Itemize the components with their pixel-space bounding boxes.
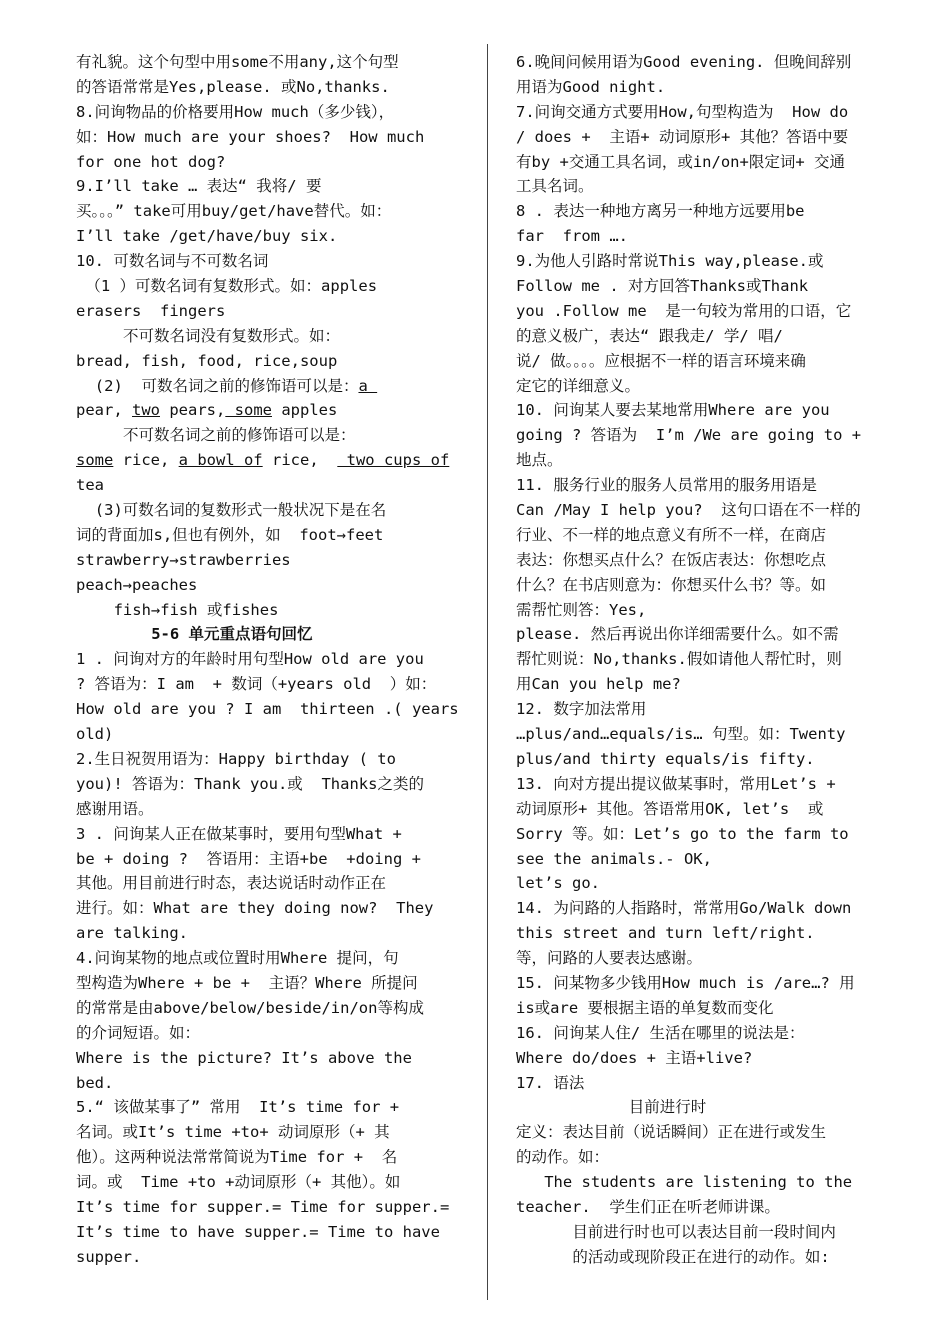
text-segment: Where do/does + 主语+live? <box>516 1048 753 1067</box>
right-column <box>516 50 904 1270</box>
text-line <box>76 1120 472 1145</box>
text-segment: fish→fish 或fishes <box>113 600 279 619</box>
underlined-text: two cups of <box>337 451 450 470</box>
text-segment: 用Can you help me? <box>516 675 681 694</box>
text-segment: pears, <box>160 401 226 420</box>
text-segment: 10. 可数名词与不可数名词 <box>76 252 269 271</box>
text-segment: bed. <box>76 1073 114 1092</box>
text-segment: 目前进行时也可以表达目前一段时间内 <box>572 1222 836 1241</box>
text-segment: is或are 要根据主语的单复数而变化 <box>516 998 774 1017</box>
text-segment: 14. 为问路的人指路时，常常用Go/Walk down <box>516 899 852 918</box>
text-segment: 行业、不一样的地点意义有所不一样，在商店 <box>516 525 827 544</box>
text-segment: 1 . 问询对方的年龄时用句型How old are you <box>76 650 424 669</box>
text-line <box>76 1220 472 1245</box>
text-segment: 词的背面加s,但也有例外，如 foot→feet <box>76 525 384 544</box>
text-line <box>76 1021 472 1046</box>
text-line <box>516 498 904 523</box>
text-line <box>516 473 904 498</box>
text-line <box>76 349 472 374</box>
text-segment: 需帮忙则答：Yes, <box>516 600 647 619</box>
text-line <box>76 548 472 573</box>
text-line <box>76 1145 472 1170</box>
text-line <box>516 150 904 175</box>
text-line <box>76 100 472 125</box>
text-line <box>76 772 472 797</box>
text-line <box>516 1120 904 1145</box>
text-line <box>76 498 472 523</box>
section-heading <box>76 622 472 647</box>
text-line <box>516 797 904 822</box>
text-line <box>76 423 472 448</box>
text-line <box>516 224 904 249</box>
text-segment: (3)可数名词的复数形式一般状况下是在名 <box>94 501 387 520</box>
text-segment: rice, <box>113 451 179 470</box>
left-column <box>76 50 472 1270</box>
text-segment: supper. <box>76 1247 142 1266</box>
text-line <box>76 747 472 772</box>
text-segment: peach→peaches <box>76 575 198 594</box>
text-line <box>76 324 472 349</box>
text-line <box>76 896 472 921</box>
text-segment: apples <box>272 401 338 420</box>
underlined-text: a <box>358 376 378 395</box>
text-segment: you)! 答语为：Thank you.或 Thanks之类的 <box>76 774 424 793</box>
text-segment: erasers fingers <box>76 301 226 320</box>
text-segment: 词。或 Time +to +动词原形（+ 其他）。如 <box>76 1173 401 1192</box>
text-line <box>516 573 904 598</box>
text-segment: 说/ 做。。。。应根据不一样的语言环境来确 <box>516 351 806 370</box>
text-segment: 5.“ 该做某事了” 常用 It’s time for + <box>76 1098 400 1117</box>
text-line <box>76 150 472 175</box>
text-segment: you .Follow me 是一句较为常用的口语，它 <box>516 301 852 320</box>
text-segment: 不可数名词之前的修饰语可以是： <box>123 426 356 445</box>
text-segment: strawberry→strawberries <box>76 550 291 569</box>
text-line <box>516 299 904 324</box>
text-segment: please. 然后再说出你详细需要什么。如不需 <box>516 625 839 644</box>
text-segment: going ? 答语为 I’m /We are going to + <box>516 426 862 445</box>
text-line <box>516 374 904 399</box>
text-line <box>76 996 472 1021</box>
text-line <box>516 548 904 573</box>
text-line <box>76 647 472 672</box>
text-line <box>516 100 904 125</box>
text-line <box>516 1195 904 1220</box>
text-segment: 用语为Good night. <box>516 77 666 96</box>
text-line <box>516 747 904 772</box>
text-segment: 定它的详细意义。 <box>516 376 641 395</box>
text-segment: 13. 向对方提出提议做某事时，常用Let’s + <box>516 774 836 793</box>
text-segment: ? 答语为：I am + 数词（+years old ）如： <box>76 675 437 694</box>
text-line <box>516 971 904 996</box>
text-line <box>76 1245 472 1270</box>
text-line <box>76 374 472 399</box>
text-segment: this street and turn left/right. <box>516 924 815 943</box>
text-segment: tea <box>76 476 104 495</box>
text-segment: 买。。。” take可用buy/get/have替代。如： <box>76 202 392 221</box>
text-line <box>516 697 904 722</box>
text-line <box>516 50 904 75</box>
text-segment: 感谢用语。 <box>76 799 154 818</box>
text-segment: (2) 可数名词之前的修饰语可以是： <box>94 376 359 395</box>
text-segment: 什么？在书店则意为：你想买什么书？等。如 <box>516 575 827 594</box>
text-segment: 8.问询物品的价格要用How much（多少钱）， <box>76 102 395 121</box>
text-line <box>516 349 904 374</box>
text-segment: bread, fish, food, rice,soup <box>76 351 338 370</box>
underlined-text: a bowl of <box>178 451 263 470</box>
text-segment: 2.生日祝贺用语为：Happy birthday ( to <box>76 749 396 768</box>
text-segment: far from …. <box>516 227 628 246</box>
text-segment: 12. 数字加法常用 <box>516 700 647 719</box>
text-line <box>516 1145 904 1170</box>
text-line <box>516 125 904 150</box>
text-segment: It’s time to have supper.= Time to have <box>76 1222 440 1241</box>
text-line <box>516 75 904 100</box>
text-line <box>76 473 472 498</box>
text-line <box>76 523 472 548</box>
underlined-text: two <box>132 401 160 420</box>
text-line <box>516 946 904 971</box>
text-line <box>76 598 472 623</box>
text-line <box>76 125 472 150</box>
text-line <box>76 174 472 199</box>
text-segment: be + doing ? 答语用：主语+be +doing + <box>76 849 421 868</box>
text-line <box>76 672 472 697</box>
text-segment: 3 . 问询某人正在做某事时，要用句型What + <box>76 824 402 843</box>
text-segment: Follow me . 对方回答Thanks或Thank <box>516 277 809 296</box>
text-line <box>76 249 472 274</box>
text-segment: 动词原形+ 其他。答语常用OK, let’s 或 <box>516 799 824 818</box>
text-line <box>76 697 472 722</box>
text-segment: 等，问路的人要表达感谢。 <box>516 949 703 968</box>
text-line <box>516 822 904 847</box>
underlined-text: some <box>76 451 114 470</box>
text-line <box>516 274 904 299</box>
text-segment: pear, <box>76 401 132 420</box>
text-segment: 名词。或It’s time +to+ 动词原形（+ 其 <box>76 1123 390 1142</box>
text-segment: are talking. <box>76 924 188 943</box>
text-line <box>516 896 904 921</box>
text-segment: Where is the picture? It’s above the <box>76 1048 412 1067</box>
text-segment: 如：How much are your shoes? How much <box>76 127 425 146</box>
text-line <box>516 1021 904 1046</box>
column-divider <box>487 44 488 1300</box>
text-line <box>76 398 472 423</box>
text-line <box>516 324 904 349</box>
text-line <box>76 199 472 224</box>
text-line <box>516 921 904 946</box>
text-segment: 17. 语法 <box>516 1073 585 1092</box>
text-segment: 的动作。如： <box>516 1148 610 1167</box>
text-line <box>76 822 472 847</box>
text-segment: 表达：你想买点什么？在饭店表达：你想吃点 <box>516 550 827 569</box>
text-segment: see the animals.- OK, <box>516 849 712 868</box>
text-line <box>516 871 904 896</box>
text-segment: let’s go. <box>516 874 600 893</box>
text-segment: 的意义极广，表达“ 跟我走/ 学/ 唱/ <box>516 326 783 345</box>
text-line <box>516 847 904 872</box>
text-segment: 进行。如：What are they doing now? They <box>76 899 434 918</box>
underlined-text: some <box>225 401 272 420</box>
text-segment: 10. 问询某人要去某地常用Where are you <box>516 401 830 420</box>
text-segment: rice, <box>262 451 338 470</box>
text-line <box>76 971 472 996</box>
text-line <box>516 598 904 623</box>
text-segment: 8 . 表达一种地方离另一种地方远要用be <box>516 202 805 221</box>
text-line <box>516 523 904 548</box>
text-line <box>516 249 904 274</box>
text-segment: teacher. 学生们正在听老师讲课。 <box>516 1197 780 1216</box>
text-line <box>516 448 904 473</box>
text-segment: 地点。 <box>516 451 563 470</box>
text-segment: 有by +交通工具名词，或in/on+限定词+ 交通 <box>516 152 845 171</box>
text-segment: Can /May I help you? 这句口语在不一样的 <box>516 501 861 520</box>
text-segment: The students are listening to the <box>544 1173 853 1192</box>
text-segment: 的答语常常是Yes,please. 或No,thanks. <box>76 77 390 96</box>
text-line <box>516 1071 904 1096</box>
text-line <box>76 75 472 100</box>
text-segment: 的常常是由above/below/beside/in/on等构成 <box>76 998 424 1017</box>
text-line <box>76 946 472 971</box>
text-line <box>76 797 472 822</box>
text-segment: 工具名词。 <box>516 177 594 196</box>
text-line <box>76 224 472 249</box>
text-line <box>76 1046 472 1071</box>
text-segment: 定义：表达目前（说话瞬间）正在进行或发生 <box>516 1123 827 1142</box>
text-line <box>516 1220 904 1245</box>
text-segment: / does + 主语+ 动词原形+ 其他？答语中要 <box>516 127 849 146</box>
text-line <box>76 1195 472 1220</box>
text-line <box>76 921 472 946</box>
text-line <box>76 871 472 896</box>
text-line <box>76 448 472 473</box>
text-segment: 的介词短语。如： <box>76 1023 201 1042</box>
text-segment: 其他。用目前进行时态，表达说话时动作正在 <box>76 874 387 893</box>
text-segment: plus/and thirty equals/is fifty. <box>516 749 815 768</box>
text-line <box>516 174 904 199</box>
text-line <box>516 722 904 747</box>
text-segment: 他）。这两种说法常常简说为Time for + 名 <box>76 1148 398 1167</box>
text-segment: for one hot dog? <box>76 152 226 171</box>
text-segment: old) <box>76 725 114 744</box>
text-line <box>516 199 904 224</box>
text-segment: 帮忙则说：No,thanks.假如请他人帮忙时，则 <box>516 650 842 669</box>
text-segment: Sorry 等。如：Let’s go to the farm to <box>516 824 849 843</box>
text-segment: 4.问询某物的地点或位置时用Where 提问，句 <box>76 949 399 968</box>
text-segment: 的活动或现阶段正在进行的动作。如: <box>572 1247 830 1266</box>
text-segment: （1 ）可数名词有复数形式。如：apples <box>85 277 378 296</box>
text-line <box>516 398 904 423</box>
text-line <box>516 996 904 1021</box>
text-segment: I’ll take /get/have/buy six. <box>76 227 338 246</box>
text-segment: 有礼貌。这个句型中用some不用any,这个句型 <box>76 53 399 71</box>
text-line <box>516 1095 904 1120</box>
text-segment: 不可数名词没有复数形式。如： <box>123 326 341 345</box>
text-line <box>516 1170 904 1195</box>
text-segment: 16. 问询某人住/ 生活在哪里的说法是： <box>516 1023 805 1042</box>
text-line <box>76 274 472 299</box>
text-line <box>516 423 904 448</box>
text-line <box>516 1245 904 1270</box>
text-segment: 9.I’ll take … 表达“ 我将/ 要 <box>76 177 322 196</box>
text-segment: It’s time for supper.= Time for supper.= <box>76 1197 450 1216</box>
text-segment: 7.问询交通方式要用How,句型构造为 How do <box>516 102 849 121</box>
text-line <box>76 50 472 75</box>
text-line <box>76 1170 472 1195</box>
text-line <box>516 1046 904 1071</box>
text-segment: How old are you ? I am thirteen .( years <box>76 700 459 719</box>
text-segment: 5-6 单元重点语句回忆 <box>151 625 313 644</box>
text-segment: 型构造为Where + be + 主语？Where 所提问 <box>76 973 418 992</box>
text-segment: 6.晚间问候用语为Good evening. 但晚间辞别 <box>516 53 852 71</box>
text-line <box>76 299 472 324</box>
text-line <box>76 573 472 598</box>
text-line <box>516 772 904 797</box>
text-line <box>76 847 472 872</box>
text-segment: 15. 问某物多少钱用How much is /are…? 用 <box>516 973 855 992</box>
text-line <box>76 1071 472 1096</box>
text-line <box>516 622 904 647</box>
text-segment: 目前进行时 <box>628 1098 707 1117</box>
text-line <box>76 722 472 747</box>
text-line <box>516 647 904 672</box>
text-line <box>516 672 904 697</box>
text-line <box>76 1095 472 1120</box>
text-segment: …plus/and…equals/is… 句型。如：Twenty <box>516 725 846 744</box>
text-segment: 11. 服务行业的服务人员常用的服务用语是 <box>516 476 817 495</box>
text-segment: 9.为他人引路时常说This way,please.或 <box>516 252 824 271</box>
